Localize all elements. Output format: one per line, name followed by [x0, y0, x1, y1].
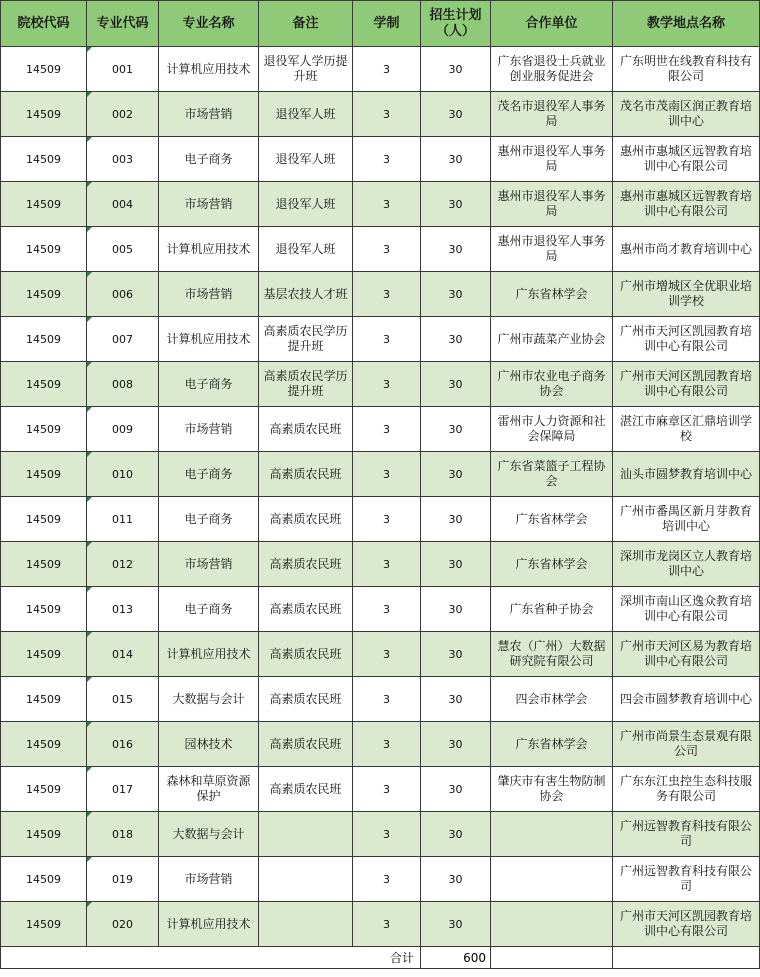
cell-partner	[491, 902, 613, 947]
cell-duration: 3	[353, 227, 421, 272]
cell-plan: 30	[421, 497, 491, 542]
cell-school-code: 14509	[1, 812, 87, 857]
cell-location: 广州市番禺区新月芽教育培训中心	[613, 497, 760, 542]
cell-remark: 高素质农民学历提升班	[259, 362, 353, 407]
cell-major-name: 市场营销	[159, 857, 259, 902]
cell-major-name: 计算机应用技术	[159, 902, 259, 947]
cell-duration: 3	[353, 497, 421, 542]
cell-plan: 30	[421, 632, 491, 677]
cell-school-code: 14509	[1, 767, 87, 812]
cell-partner: 慧农（广州）大数据研究院有限公司	[491, 632, 613, 677]
table-row	[1, 317, 760, 362]
cell-school-code: 14509	[1, 227, 87, 272]
cell-plan: 30	[421, 722, 491, 767]
cell-location: 广州市天河区凯园教育培训中心有限公司	[613, 902, 760, 947]
cell-partner: 广东省种子协会	[491, 587, 613, 632]
cell-duration: 3	[353, 812, 421, 857]
cell-partner: 茂名市退役军人事务局	[491, 92, 613, 137]
cell-duration: 3	[353, 632, 421, 677]
cell-location: 广州远智教育科技有限公司	[613, 812, 760, 857]
cell-major-code: 003	[87, 137, 159, 182]
cell-major-code: 020	[87, 902, 159, 947]
cell-major-name: 电子商务	[159, 362, 259, 407]
cell-location: 广东东江虫控生态科技服务有限公司	[613, 767, 760, 812]
cell-major-name: 电子商务	[159, 497, 259, 542]
cell-school-code: 14509	[1, 857, 87, 902]
cell-school-code: 14509	[1, 407, 87, 452]
cell-major-code: 014	[87, 632, 159, 677]
table-row	[1, 542, 760, 587]
table-row	[1, 182, 760, 227]
table-row	[1, 407, 760, 452]
cell-major-name: 电子商务	[159, 137, 259, 182]
header-duration: 学制	[353, 1, 421, 47]
cell-partner: 惠州市退役军人事务局	[491, 137, 613, 182]
cell-remark: 基层农技人才班	[259, 272, 353, 317]
cell-partner: 肇庆市有害生物防制协会	[491, 767, 613, 812]
cell-plan: 30	[421, 272, 491, 317]
cell-location: 四会市圆梦教育培训中心	[613, 677, 760, 722]
cell-partner: 广东省林学会	[491, 497, 613, 542]
cell-duration: 3	[353, 722, 421, 767]
cell-partner: 四会市林学会	[491, 677, 613, 722]
cell-school-code: 14509	[1, 542, 87, 587]
cell-partner	[491, 857, 613, 902]
table-row	[1, 92, 760, 137]
cell-partner: 雷州市人力资源和社会保障局	[491, 407, 613, 452]
cell-major-name: 计算机应用技术	[159, 317, 259, 362]
cell-major-name: 计算机应用技术	[159, 632, 259, 677]
table-row	[1, 767, 760, 812]
cell-partner: 广东省菜篮子工程协会	[491, 452, 613, 497]
cell-major-name: 计算机应用技术	[159, 47, 259, 92]
cell-remark: 高素质农民班	[259, 452, 353, 497]
cell-school-code: 14509	[1, 452, 87, 497]
footer-empty-partner	[491, 947, 613, 969]
cell-school-code: 14509	[1, 47, 87, 92]
cell-location: 惠州市尚才教育培训中心	[613, 227, 760, 272]
cell-location: 深圳市龙岗区立人教育培训中心	[613, 542, 760, 587]
cell-major-name: 市场营销	[159, 407, 259, 452]
cell-location: 惠州市惠城区远智教育培训中心有限公司	[613, 137, 760, 182]
cell-location: 广州远智教育科技有限公司	[613, 857, 760, 902]
cell-major-code: 015	[87, 677, 159, 722]
cell-duration: 3	[353, 317, 421, 362]
cell-duration: 3	[353, 902, 421, 947]
cell-partner: 惠州市退役军人事务局	[491, 182, 613, 227]
cell-major-name: 市场营销	[159, 92, 259, 137]
cell-plan: 30	[421, 407, 491, 452]
table-row	[1, 497, 760, 542]
table-row	[1, 857, 760, 902]
table-row	[1, 632, 760, 677]
cell-major-code: 010	[87, 452, 159, 497]
cell-major-code: 013	[87, 587, 159, 632]
cell-major-name: 市场营销	[159, 542, 259, 587]
cell-duration: 3	[353, 137, 421, 182]
table-row	[1, 272, 760, 317]
header-major-code: 专业代码	[87, 1, 159, 47]
cell-plan: 30	[421, 92, 491, 137]
cell-duration: 3	[353, 767, 421, 812]
total-label: 合计	[1, 947, 421, 969]
cell-location: 茂名市茂南区润正教育培训中心	[613, 92, 760, 137]
cell-duration: 3	[353, 542, 421, 587]
cell-major-name: 大数据与会计	[159, 812, 259, 857]
table-row	[1, 812, 760, 857]
cell-major-code: 008	[87, 362, 159, 407]
cell-major-code: 007	[87, 317, 159, 362]
cell-major-code: 011	[87, 497, 159, 542]
cell-major-code: 002	[87, 92, 159, 137]
cell-major-code: 016	[87, 722, 159, 767]
cell-remark: 高素质农民班	[259, 632, 353, 677]
cell-duration: 3	[353, 362, 421, 407]
cell-major-code: 001	[87, 47, 159, 92]
cell-plan: 30	[421, 227, 491, 272]
cell-remark: 退役军人班	[259, 137, 353, 182]
cell-remark: 高素质农民班	[259, 722, 353, 767]
cell-partner: 广东省林学会	[491, 272, 613, 317]
header-school-code: 院校代码	[1, 1, 87, 47]
cell-partner: 广东省林学会	[491, 722, 613, 767]
cell-duration: 3	[353, 92, 421, 137]
cell-major-name: 市场营销	[159, 272, 259, 317]
cell-duration: 3	[353, 272, 421, 317]
cell-partner: 广东省林学会	[491, 542, 613, 587]
cell-location: 广州市增城区全优职业培训学校	[613, 272, 760, 317]
cell-remark: 退役军人班	[259, 92, 353, 137]
cell-remark	[259, 812, 353, 857]
cell-plan: 30	[421, 812, 491, 857]
cell-major-code: 017	[87, 767, 159, 812]
cell-school-code: 14509	[1, 182, 87, 227]
table-row	[1, 722, 760, 767]
cell-major-name: 森林和草原资源保护	[159, 767, 259, 812]
table-header-row	[1, 1, 760, 47]
cell-duration: 3	[353, 452, 421, 497]
cell-major-name: 电子商务	[159, 587, 259, 632]
cell-location: 广州市天河区凯园教育培训中心有限公司	[613, 362, 760, 407]
cell-school-code: 14509	[1, 317, 87, 362]
cell-school-code: 14509	[1, 632, 87, 677]
cell-plan: 30	[421, 362, 491, 407]
table-row	[1, 452, 760, 497]
cell-duration: 3	[353, 677, 421, 722]
cell-duration: 3	[353, 587, 421, 632]
cell-duration: 3	[353, 407, 421, 452]
cell-school-code: 14509	[1, 497, 87, 542]
cell-duration: 3	[353, 182, 421, 227]
cell-major-name: 计算机应用技术	[159, 227, 259, 272]
cell-plan: 30	[421, 317, 491, 362]
cell-partner: 广州市农业电子商务协会	[491, 362, 613, 407]
cell-remark: 高素质农民班	[259, 767, 353, 812]
cell-plan: 30	[421, 182, 491, 227]
cell-remark: 退役军人班	[259, 182, 353, 227]
cell-major-code: 012	[87, 542, 159, 587]
cell-remark: 高素质农民班	[259, 407, 353, 452]
table-footer-row	[1, 947, 760, 969]
cell-remark: 退役军人学历提升班	[259, 47, 353, 92]
table-row	[1, 677, 760, 722]
cell-remark	[259, 857, 353, 902]
header-location: 教学地点名称	[613, 1, 760, 47]
cell-plan: 30	[421, 857, 491, 902]
cell-plan: 30	[421, 767, 491, 812]
cell-location: 广东明世在线教育科技有限公司	[613, 47, 760, 92]
cell-major-name: 市场营销	[159, 182, 259, 227]
header-partner: 合作单位	[491, 1, 613, 47]
cell-partner	[491, 812, 613, 857]
cell-school-code: 14509	[1, 272, 87, 317]
cell-major-name: 大数据与会计	[159, 677, 259, 722]
header-plan: 招生计划（人）	[421, 1, 491, 47]
cell-partner: 广东省退役士兵就业创业服务促进会	[491, 47, 613, 92]
table-row	[1, 902, 760, 947]
table-row	[1, 587, 760, 632]
footer-empty-location	[613, 947, 760, 969]
cell-partner: 惠州市退役军人事务局	[491, 227, 613, 272]
table-row	[1, 227, 760, 272]
cell-major-code: 009	[87, 407, 159, 452]
cell-remark: 高素质农民班	[259, 497, 353, 542]
cell-major-code: 006	[87, 272, 159, 317]
cell-remark	[259, 902, 353, 947]
cell-school-code: 14509	[1, 902, 87, 947]
cell-school-code: 14509	[1, 92, 87, 137]
cell-remark: 高素质农民班	[259, 677, 353, 722]
cell-major-code: 018	[87, 812, 159, 857]
cell-remark: 高素质农民学历提升班	[259, 317, 353, 362]
header-remark: 备注	[259, 1, 353, 47]
cell-major-name: 电子商务	[159, 452, 259, 497]
cell-duration: 3	[353, 47, 421, 92]
table-row	[1, 362, 760, 407]
cell-location: 惠州市惠城区远智教育培训中心有限公司	[613, 182, 760, 227]
cell-partner: 广州市蔬菜产业协会	[491, 317, 613, 362]
cell-major-code: 019	[87, 857, 159, 902]
cell-major-code: 005	[87, 227, 159, 272]
cell-location: 广州市天河区易为教育培训中心有限公司	[613, 632, 760, 677]
header-major-name: 专业名称	[159, 1, 259, 47]
table-row	[1, 137, 760, 182]
cell-location: 深圳市南山区逸众教育培训中心有限公司	[613, 587, 760, 632]
cell-plan: 30	[421, 902, 491, 947]
cell-school-code: 14509	[1, 362, 87, 407]
cell-duration: 3	[353, 857, 421, 902]
cell-school-code: 14509	[1, 722, 87, 767]
cell-major-name: 园林技术	[159, 722, 259, 767]
cell-location: 湛江市麻章区汇鼎培训学校	[613, 407, 760, 452]
cell-school-code: 14509	[1, 677, 87, 722]
table-row	[1, 47, 760, 92]
cell-plan: 30	[421, 137, 491, 182]
total-value: 600	[421, 947, 491, 969]
cell-plan: 30	[421, 542, 491, 587]
cell-remark: 高素质农民班	[259, 542, 353, 587]
table-body	[1, 47, 760, 947]
cell-remark: 高素质农民班	[259, 587, 353, 632]
cell-plan: 30	[421, 587, 491, 632]
cell-remark: 退役军人班	[259, 227, 353, 272]
cell-location: 广州市尚景生态景观有限公司	[613, 722, 760, 767]
cell-school-code: 14509	[1, 587, 87, 632]
cell-school-code: 14509	[1, 137, 87, 182]
cell-plan: 30	[421, 452, 491, 497]
cell-major-code: 004	[87, 182, 159, 227]
cell-plan: 30	[421, 47, 491, 92]
cell-location: 广州市天河区凯园教育培训中心有限公司	[613, 317, 760, 362]
cell-location: 汕头市圆梦教育培训中心	[613, 452, 760, 497]
cell-plan: 30	[421, 677, 491, 722]
